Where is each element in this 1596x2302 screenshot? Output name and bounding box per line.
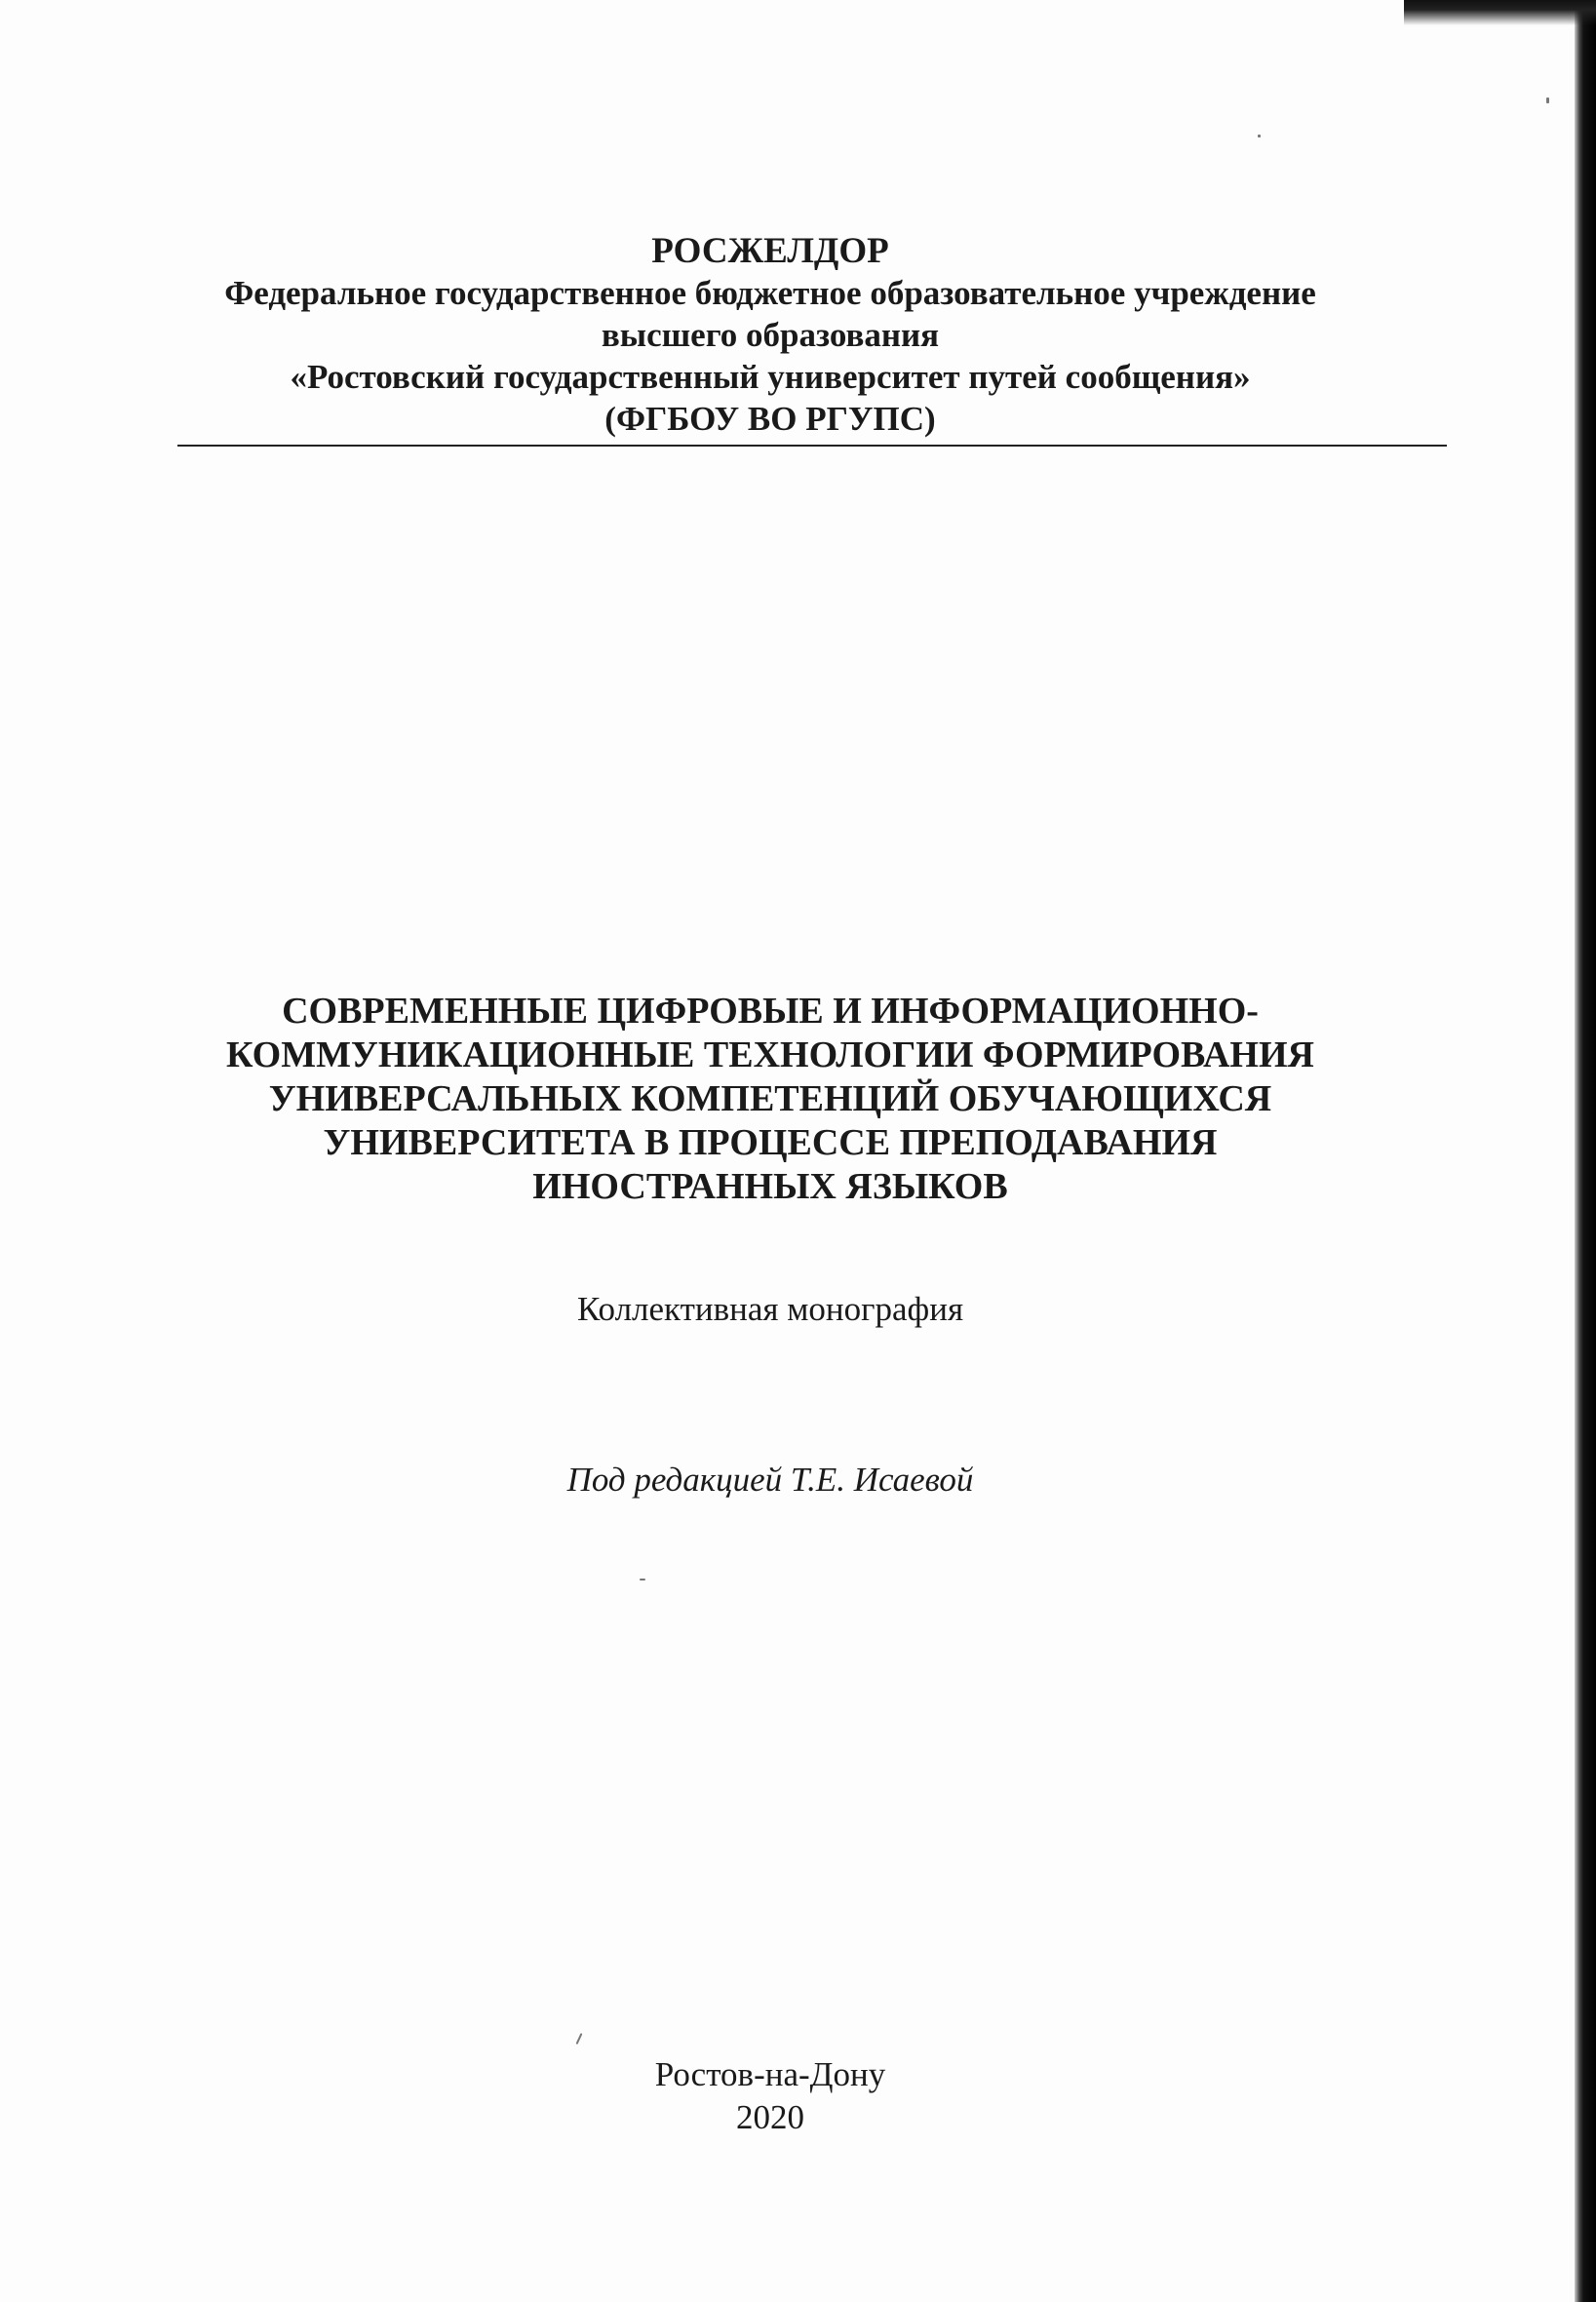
scan-edge-shadow [1575,0,1596,2302]
scan-top-shadow [1404,0,1596,25]
scan-speck [1546,98,1549,103]
imprint [0,2053,1540,2139]
institution-line-3: «Ростовский государственный университет путей сообщения» [290,358,1251,396]
title-line-2: КОММУНИКАЦИОННЫЕ ТЕХНОЛОГИИ ФОРМИРОВАНИЯ [226,1034,1314,1075]
publication-type: Коллективная монография [576,1290,964,1328]
editor-credit: Под редакцией Т.Е. Исаевой [566,1461,974,1499]
title-line-1: СОВРЕМЕННЫЕ ЦИФРОВЫЕ И ИНФОРМАЦИОННО- [282,991,1259,1032]
imprint-year: 2020 [736,2098,804,2136]
header-divider [177,445,1447,447]
institution-line-1: Федеральное государственное бюджетное образовательное учреждение [224,274,1316,312]
publisher-header [0,230,1540,440]
title-line-4: УНИВЕРСИТЕТА В ПРОЦЕССЕ ПРЕПОДАВАНИЯ [323,1122,1218,1163]
imprint-city: Ростов-на-Дону [654,2055,886,2093]
scan-speck [640,1579,645,1580]
title-line-5: ИНОСТРАННЫХ ЯЗЫКОВ [532,1166,1008,1207]
institution-abbreviation: (ФГБОУ ВО РГУПС) [604,400,936,438]
scan-speck [1258,135,1261,137]
organization-name: РОСЖЕЛДОР [651,231,889,271]
title-line-3: УНИВЕРСАЛЬНЫХ КОМПЕТЕНЦИЙ ОБУЧАЮЩИХСЯ [268,1078,1272,1119]
book-title [0,990,1540,1209]
institution-line-2: высшего образования [601,316,940,354]
